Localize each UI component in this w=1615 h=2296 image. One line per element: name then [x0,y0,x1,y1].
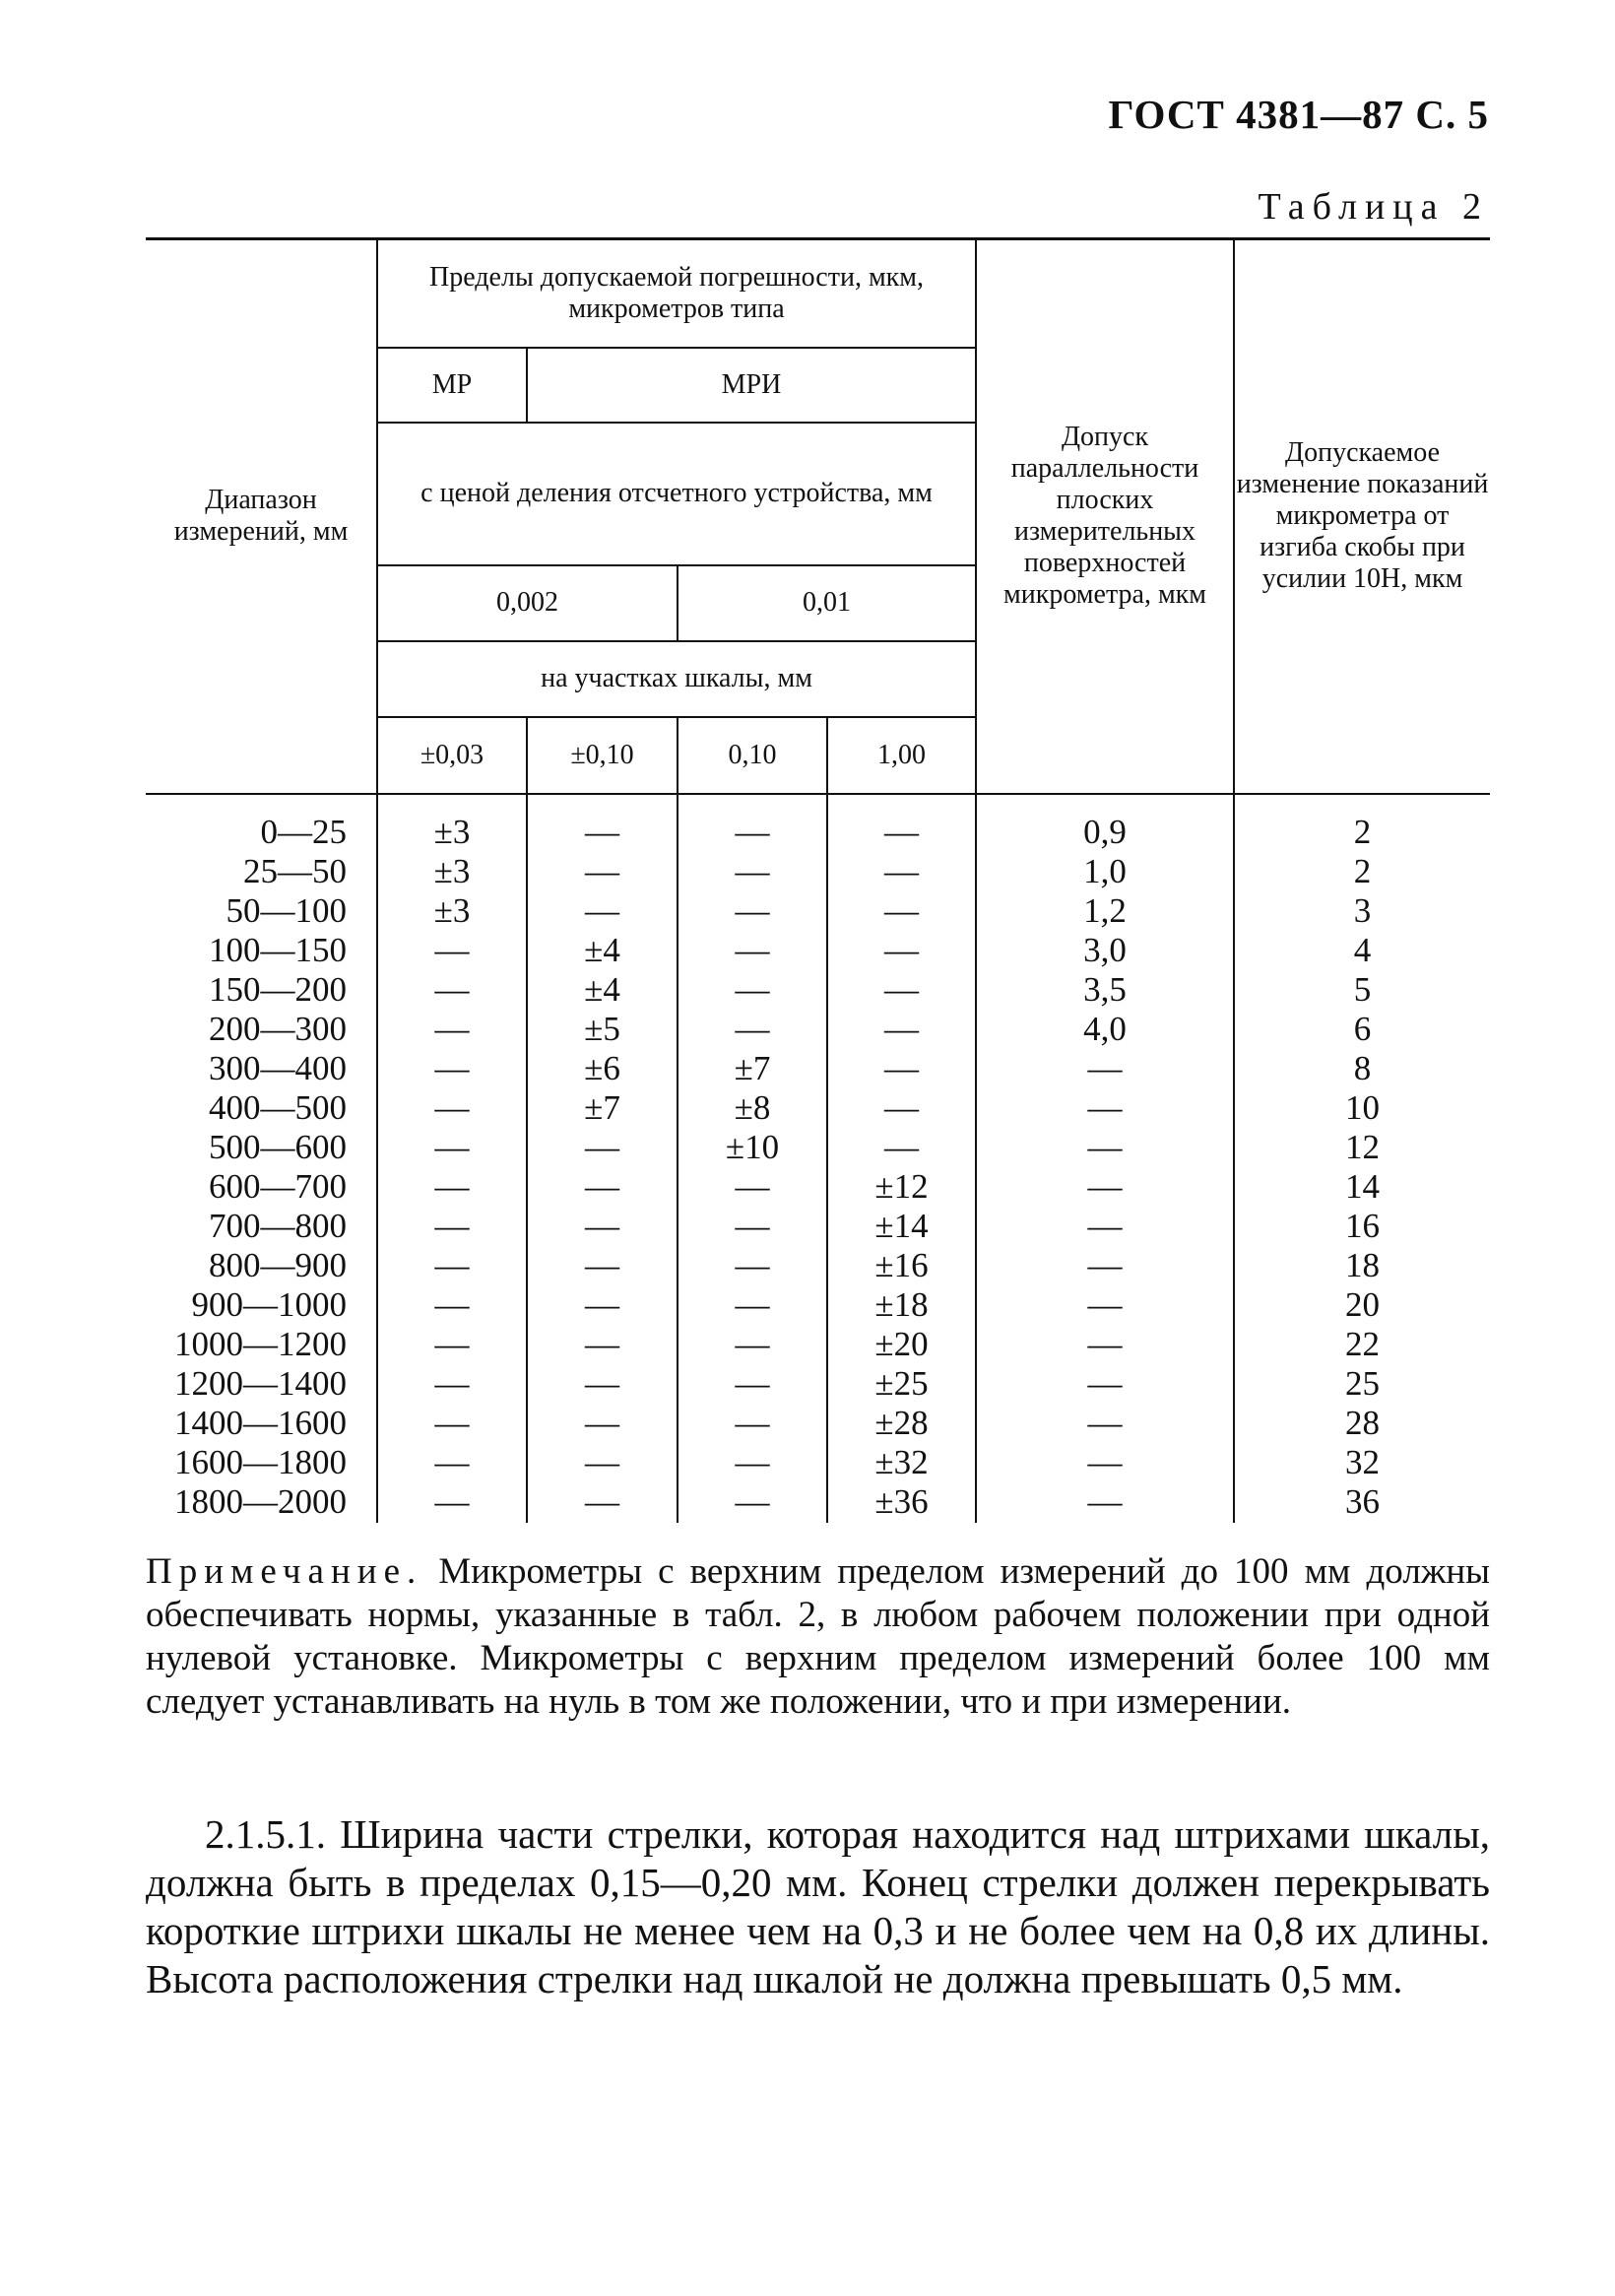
table-cell: 1600—1800 [174,1442,347,1481]
table-cell: 14 [1345,1166,1381,1206]
table-cell: — [1087,1363,1123,1403]
table-cell: 2 [1353,851,1372,890]
table-cell: 700—800 [209,1206,347,1245]
table-cell: 600—700 [209,1166,347,1206]
table-cell: — [585,890,619,930]
table-cell: — [1087,1206,1123,1245]
table-cell: — [884,969,919,1009]
table-cell: — [1087,1442,1123,1481]
table-cell: — [434,1245,470,1284]
table-cell: ±7 [734,1048,771,1087]
table-cell: — [585,1324,619,1363]
table-cell: — [434,1403,470,1442]
table-cell: — [884,1009,919,1048]
header-div-0002: 0,002 [377,565,678,641]
tolerance-table [146,237,1490,1523]
table-cell: 22 [1345,1324,1381,1363]
table-cell: — [884,1048,919,1087]
table-cell: — [434,1324,470,1363]
table-cell: 900—1000 [191,1284,347,1324]
table-caption: Таблица 2 [1258,186,1489,228]
header-sub-100: 1,00 [827,717,976,794]
col-mr-003 [377,794,527,1523]
table-cell: ±4 [584,969,620,1009]
table-cell: 50—100 [226,890,347,930]
table-cell: 1400—1600 [174,1403,347,1442]
table-cell: 4,0 [1083,1009,1127,1048]
table-cell: 100—150 [209,930,347,969]
table-cell: 4 [1353,930,1372,969]
table-cell: — [735,812,770,851]
table-cell: — [1087,1403,1123,1442]
table-cell: — [434,1363,470,1403]
table-cell: — [434,1166,470,1206]
header-div-001: 0,01 [678,565,976,641]
table-cell: ±3 [433,890,471,930]
table-cell: — [735,890,770,930]
table-cell: — [735,851,770,890]
table-cell: 10 [1345,1087,1381,1127]
table-cell: ±28 [874,1403,929,1442]
header-sub-003: ±0,03 [377,717,527,794]
table-cell: 36 [1345,1481,1381,1521]
table-cell: 6 [1353,1009,1372,1048]
table-cell: — [735,1284,770,1324]
table-cell: — [585,1166,619,1206]
table-cell: — [1087,1166,1123,1206]
table-cell: 25 [1345,1363,1381,1403]
table-cell: ±4 [584,930,620,969]
table-cell: ±16 [874,1245,929,1284]
paragraph-2-1-5-1: 2.1.5.1. Ширина части стрелки, которая находится над штрихами шкалы, должна быть в пределах 0,15—0,20 мм. Конец стрелки должен перекрывать короткие штрихи шкалы не менее чем на 0,3 и не более чем на 0,8 их длины. Высота расположения стрелки над шкалой не должна превышать 0,5 мм. [146,1811,1490,2001]
header-parallelism: Допуск параллельности плоских измерительных поверхностей микрометра, мкм [976,239,1234,794]
table-cell: — [434,1048,470,1087]
header-range: Диапазон измерений, мм [146,239,377,794]
table-cell: 1800—2000 [174,1481,347,1521]
page-header: ГОСТ 4381—87 С. 5 [1108,92,1489,137]
table-cell: ±7 [584,1087,620,1127]
table-cell: — [434,1127,470,1166]
table-cell: — [735,1403,770,1442]
table-cell: — [585,1403,619,1442]
header-type-mr: МР [377,348,527,423]
header-type-mri: МРИ [527,348,976,423]
table-cell: — [585,1127,619,1166]
table-cell: 16 [1345,1206,1381,1245]
col-mr-010 [527,794,678,1523]
table-cell: 3,5 [1083,969,1127,1009]
table-cell: — [884,930,919,969]
table-cell: 400—500 [209,1087,347,1127]
table-cell: — [1087,1087,1123,1127]
table-cell: — [735,930,770,969]
table-cell: — [434,969,470,1009]
table-cell: 1200—1400 [174,1363,347,1403]
table-cell: — [884,1127,919,1166]
table-cell: — [735,1481,770,1521]
table-cell: 28 [1345,1403,1381,1442]
table-cell: ±3 [433,812,471,851]
table-cell: — [735,1166,770,1206]
table-cell: — [585,1363,619,1403]
table-cell: — [1087,1284,1123,1324]
table-cell: 300—400 [209,1048,347,1087]
table-cell: — [884,812,919,851]
table-cell: — [735,1206,770,1245]
table-cell: — [434,1481,470,1521]
col-mri-100 [827,794,976,1523]
table-cell: — [735,1363,770,1403]
table-cell: — [735,1442,770,1481]
table-cell: 150—200 [209,969,347,1009]
table-cell: 25—50 [243,851,347,890]
table-cell: 0—25 [260,812,347,851]
table-note [146,1550,1490,1724]
table-cell: — [434,930,470,969]
table-cell: — [735,1009,770,1048]
table-cell: ±10 [725,1127,780,1166]
table-cell: — [884,851,919,890]
table-cell: — [1087,1481,1123,1521]
col-range [146,794,377,1523]
table-cell: ±25 [874,1363,929,1403]
table-cell: ±3 [433,851,471,890]
table-cell: ±14 [874,1206,929,1245]
table-cell: — [434,1087,470,1127]
table-cell: — [434,1284,470,1324]
table-cell: — [585,851,619,890]
table-cell: — [585,1481,619,1521]
table-cell: 1,0 [1083,851,1127,890]
header-division-group: с ценой деления отсчетного устройства, мм [377,423,976,565]
table-cell: — [735,1324,770,1363]
table-cell: — [434,1442,470,1481]
table-cell: 32 [1345,1442,1381,1481]
table-cell: ±32 [874,1442,929,1481]
table-cell: — [585,1284,619,1324]
table-cell: 20 [1345,1284,1381,1324]
table-cell: 8 [1353,1048,1372,1087]
table-cell: — [1087,1048,1123,1087]
table-cell: — [1087,1245,1123,1284]
table-cell: 2 [1353,812,1372,851]
table-cell: ±12 [874,1166,929,1206]
table-cell: 1,2 [1083,890,1127,930]
table-cell: ±5 [584,1009,620,1048]
header-bend: Допускаемое изменение показаний микрометра от изгиба скобы при усилии 10Н, мкм [1234,239,1490,794]
table-cell: 1000—1200 [174,1324,347,1363]
table-cell: — [1087,1324,1123,1363]
table-cell: 200—300 [209,1009,347,1048]
table-cell: — [1087,1127,1123,1166]
table-cell: — [585,1245,619,1284]
table-cell: 5 [1353,969,1372,1009]
table-cell: — [585,1206,619,1245]
note-label: Примечание. [146,1551,423,1592]
table-cell: — [884,890,919,930]
table-cell: ±6 [584,1048,620,1087]
table-cell: 12 [1345,1127,1381,1166]
table-cell: — [884,1087,919,1127]
table-cell: 18 [1345,1245,1381,1284]
table-cell: 0,9 [1083,812,1127,851]
col-parallelism [976,794,1234,1523]
col-bend [1234,794,1490,1523]
table-cell: 500—600 [209,1127,347,1166]
table-cell: 800—900 [209,1245,347,1284]
table-cell: ±8 [734,1087,771,1127]
table-cell: — [735,969,770,1009]
table-cell: ±18 [874,1284,929,1324]
table-cell: ±36 [874,1481,929,1521]
header-limits-group: Пределы допускаемой погрешности, мкм, микрометров типа [377,239,976,348]
table-cell: — [735,1245,770,1284]
col-mri-010 [678,794,827,1523]
table-cell: — [434,1206,470,1245]
header-scale-sections: на участках шкалы, мм [377,641,976,717]
table-cell: — [585,812,619,851]
header-sub-010: 0,10 [678,717,827,794]
note-text: Микрометры с верхним пределом измерений до 100 мм должны обеспечивать нормы, указанные в табл. 2, в любом рабочем положении при одной нулевой установке. Микрометры с верхним пределом измерений более 100 мм следует устанавливать на нуль в том же положении, что и при измерении. [146,1551,1491,1722]
table-cell: ±20 [874,1324,929,1363]
header-sub-010pm: ±0,10 [527,717,678,794]
table-cell: — [434,1009,470,1048]
table-cell: 3,0 [1083,930,1127,969]
table-cell: — [585,1442,619,1481]
table-cell: 3 [1353,890,1372,930]
